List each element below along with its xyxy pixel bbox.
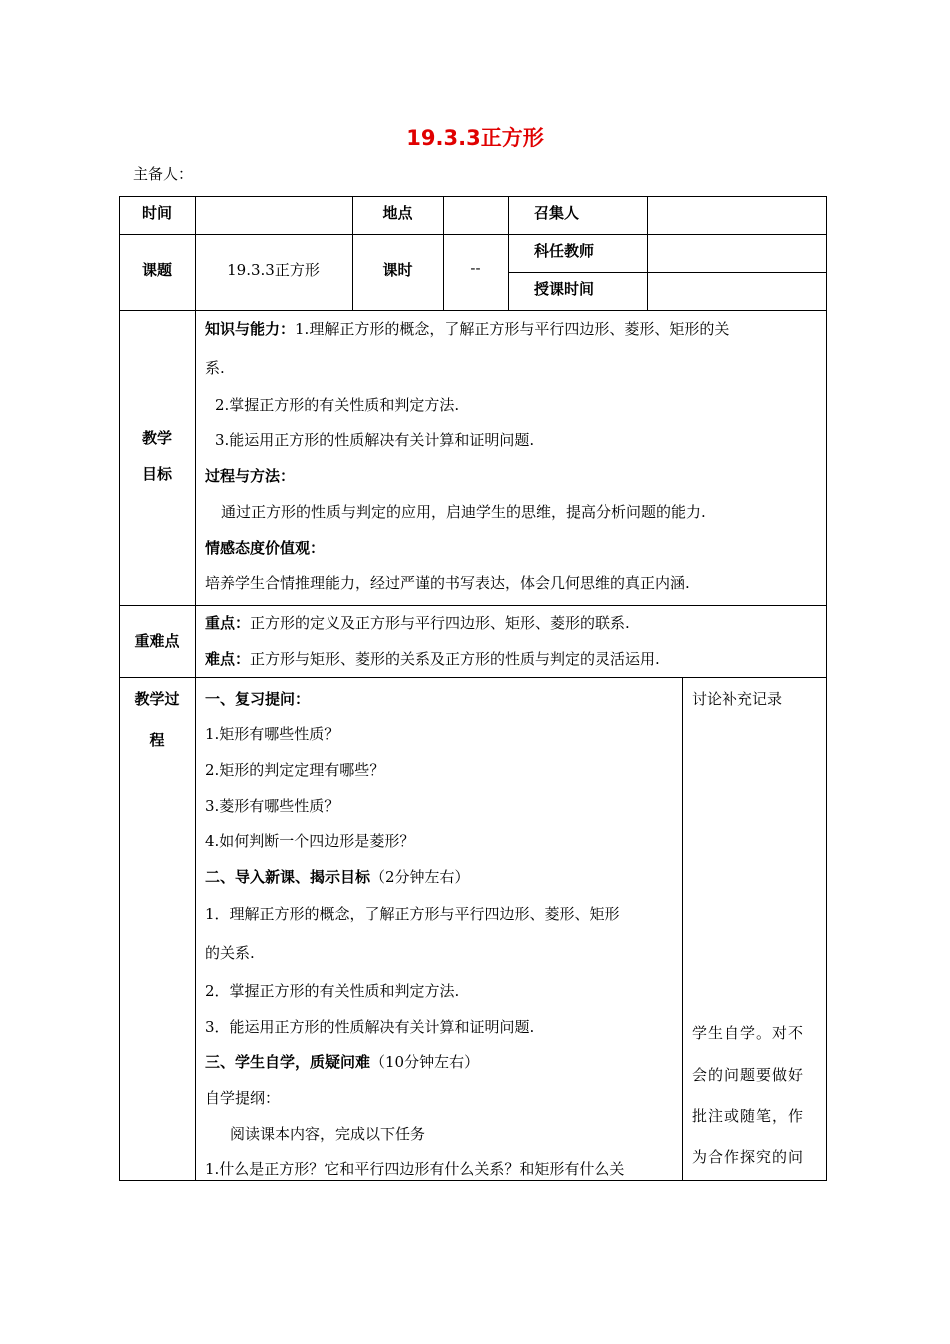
section-line (205, 866, 470, 887)
focus-heading: 重点： (205, 614, 251, 632)
table-rule (119, 677, 826, 678)
process-label: 教学过 (134, 690, 180, 708)
section-time: （2分钟左右） (370, 868, 470, 886)
goal-text: 的关系. (205, 944, 255, 962)
table-border-right (826, 196, 827, 1181)
review-question: 1.矩形有哪些性质？ (205, 725, 340, 743)
table-border-top (119, 196, 826, 197)
focus-text: 正方形的定义及正方形与平行四边形、矩形、菱形的联系. (250, 614, 630, 632)
process-label: 程 (149, 731, 165, 749)
table-rule (508, 196, 509, 310)
review-question: 3.菱形有哪些性质？ (205, 797, 340, 815)
difficulty-line (205, 648, 660, 669)
difficulty-text: 正方形与矩形、菱形的关系及正方形的性质与判定的灵活运用. (250, 650, 660, 668)
class-time-label: 授课时间 (534, 280, 595, 298)
review-question: 2.矩形的判定定理有哪些？ (205, 761, 385, 779)
section-time: （10分钟左右） (370, 1053, 480, 1071)
section-heading: 二、导入新课、揭示目标 (205, 868, 371, 886)
teacher-label: 科任教师 (534, 242, 595, 260)
notes-text: 学生自学。对不 (692, 1024, 805, 1042)
knowledge-line (205, 318, 729, 339)
goal-text: 2．掌握正方形的有关性质和判定方法. (205, 982, 460, 1000)
notes-header: 讨论补充记录 (692, 690, 783, 708)
preparer-label: 主备人： (133, 165, 194, 183)
table-rule (647, 196, 648, 310)
table-rule (195, 196, 196, 1181)
emotion-heading: 情感态度价值观： (205, 539, 326, 557)
document-title: 19.3.3正方形 (406, 126, 544, 150)
section-line (205, 1051, 479, 1072)
knowledge-item: 2.掌握正方形的有关性质和判定方法. (215, 396, 460, 414)
table-rule (119, 310, 826, 311)
objectives-label: 教学 (141, 429, 172, 447)
knowledge-item: 3.能运用正方形的性质解决有关计算和证明问题. (215, 431, 535, 449)
objectives-label: 目标 (141, 465, 172, 483)
difficulty-heading: 难点： (205, 650, 251, 668)
notes-text: 为合作探究的问 (692, 1148, 805, 1166)
place-label: 地点 (382, 204, 413, 222)
emotion-text: 培养学生合情推理能力，经过严谨的书写表达，体会几何思维的真正内涵. (205, 574, 690, 592)
table-rule (119, 605, 826, 606)
table-rule (682, 677, 683, 1181)
topic-value: 19.3.3正方形 (227, 261, 320, 279)
key-points-label: 重难点 (134, 632, 180, 650)
convener-label: 召集人 (534, 204, 580, 222)
periods-value: -- (470, 259, 481, 277)
knowledge-heading: 知识与能力： (205, 320, 296, 338)
outline-label: 自学提纲： (205, 1089, 281, 1107)
notes-text: 会的问题要做好 (692, 1066, 805, 1084)
notes-text: 批注或随笔，作 (692, 1107, 805, 1125)
section-heading: 一、复习提问： (205, 690, 311, 708)
topic-label: 课题 (141, 261, 172, 279)
table-rule (119, 234, 826, 235)
process-text: 通过正方形的性质与判定的应用，启迪学生的思维，提高分析问题的能力. (221, 503, 706, 521)
table-border-bottom (119, 1180, 826, 1181)
table-rule (443, 196, 444, 310)
outline-question: 1.什么是正方形？它和平行四边形有什么关系？和矩形有什么关 (205, 1160, 625, 1178)
focus-line (205, 612, 630, 633)
table-rule (508, 272, 826, 273)
process-heading: 过程与方法： (205, 467, 296, 485)
section-heading: 三、学生自学，质疑问难 (205, 1053, 371, 1071)
knowledge-text: 系. (205, 359, 225, 377)
goal-text: 3．能运用正方形的性质解决有关计算和证明问题. (205, 1018, 535, 1036)
review-question: 4.如何判断一个四边形是菱形？ (205, 832, 415, 850)
time-label: 时间 (141, 204, 172, 222)
periods-label: 课时 (382, 261, 413, 279)
knowledge-text: 1.理解正方形的概念，了解正方形与平行四边形、菱形、矩形的关 (295, 320, 730, 338)
goal-text: 1．理解正方形的概念，了解正方形与平行四边形、菱形、矩形 (205, 905, 620, 923)
outline-task: 阅读课本内容，完成以下任务 (230, 1125, 426, 1143)
